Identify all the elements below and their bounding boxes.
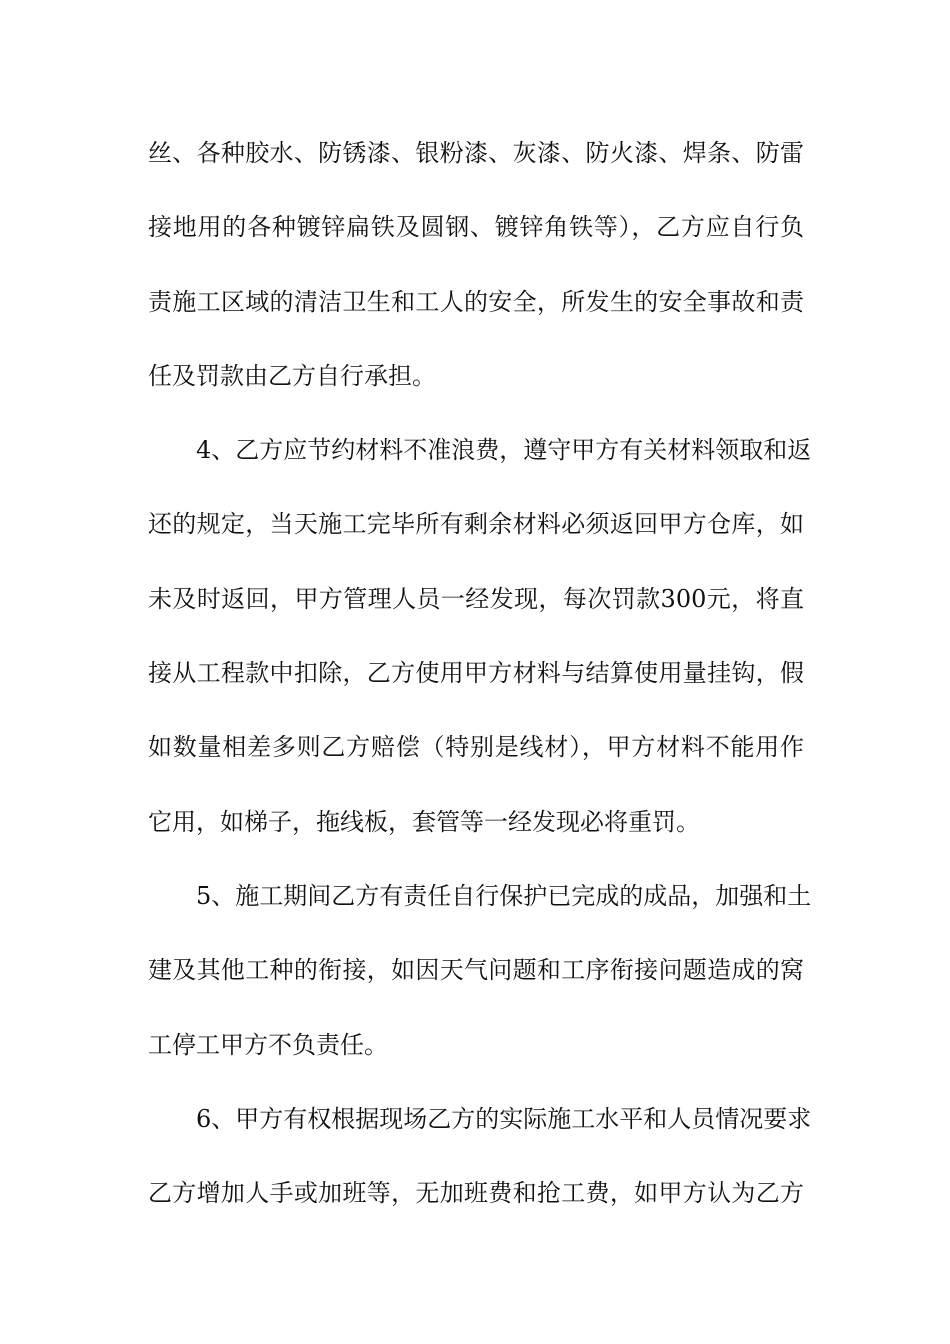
text-line: 还的规定，当天施工完毕所有剩余材料必须返回甲方仓库，如 <box>148 510 804 539</box>
text-line: 接地用的各种镀锌扁铁及圆钢、镀锌角铁等），乙方应自行负 <box>148 213 804 242</box>
text-line: 工停工甲方不负责任。 <box>148 1030 388 1059</box>
text-line: 如数量相差多则乙方赔偿（特别是线材），甲方材料不能用作 <box>148 733 804 762</box>
text-line: 建及其他工种的衔接，如因天气问题和工序衔接问题造成的窝 <box>148 956 804 985</box>
text-line: 责施工区域的清洁卫生和工人的安全，所发生的安全事故和责 <box>148 287 804 316</box>
text-line: 接从工程款中扣除，乙方使用甲方材料与结算使用量挂钩，假 <box>148 659 804 688</box>
text-line: 6、甲方有权根据现场乙方的实际施工水平和人员情况要求 <box>196 1104 812 1133</box>
text-line: 乙方增加人手或加班等，无加班费和抢工费，如甲方认为乙方 <box>148 1179 804 1208</box>
text-line: 任及罚款由乙方自行承担。 <box>148 361 436 390</box>
document-body <box>148 125 812 1239</box>
text-line: 未及时返回，甲方管理人员一经发现，每次罚款300元，将直 <box>148 584 804 613</box>
text-line: 4、乙方应节约材料不准浪费，遵守甲方有关材料领取和返 <box>196 436 812 465</box>
text-line: 丝、各种胶水、防锈漆、银粉漆、灰漆、防火漆、焊条、防雷 <box>148 139 804 167</box>
text-line: 它用，如梯子，拖线板，套管等一经发现必将重罚。 <box>148 807 700 836</box>
text-line: 5、施工期间乙方有责任自行保护已完成的成品，加强和土 <box>196 881 812 910</box>
